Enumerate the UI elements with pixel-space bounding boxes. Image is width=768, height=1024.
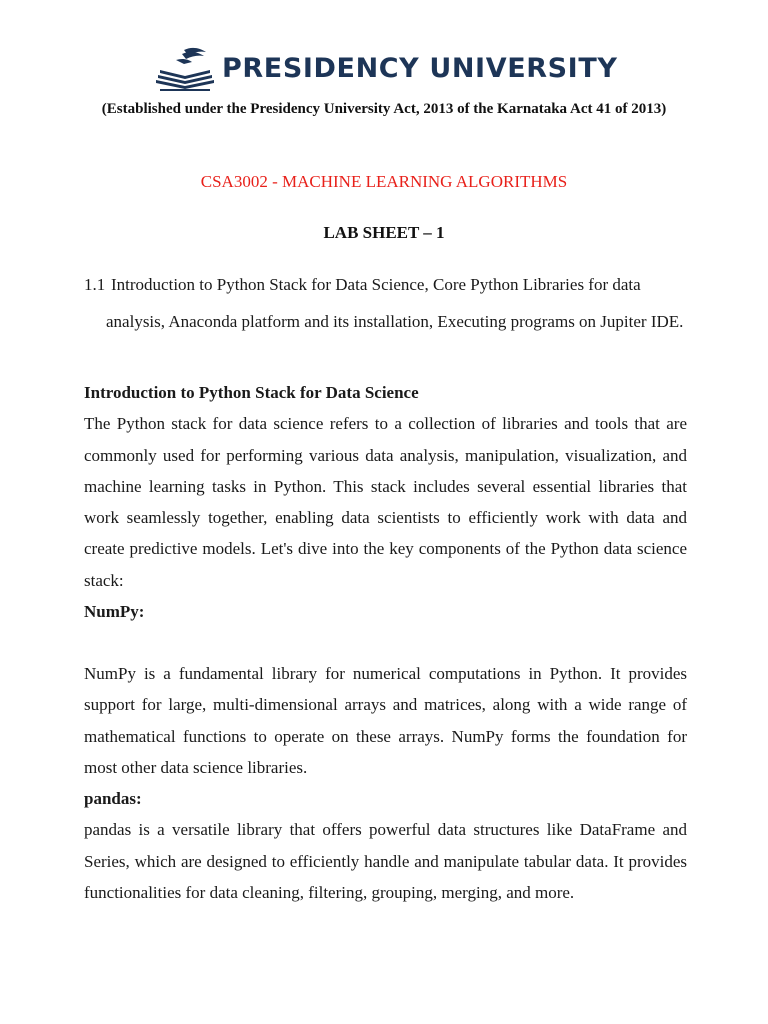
numpy-section <box>84 658 687 908</box>
lab-sheet-title: LAB SHEET – 1 <box>323 223 445 242</box>
open-book-logo-icon <box>154 46 216 92</box>
item-text: Introduction to Python Stack for Data Science, Core Python Libraries for data analysis, Anaconda platform and its installation, Executing programs on Jupiter IDE. <box>106 275 684 331</box>
section-paragraph: pandas is a versatile library that offers powerful data structures like DataFrame and Series, which are designed to efficiently handle and manipulate tabular data. It provides functionalities for data cleaning, filtering, grouping, merging, and more. <box>84 820 687 903</box>
course-title: CSA3002 - MACHINE LEARNING ALGORITHMS <box>200 172 568 191</box>
intro-section <box>84 377 687 627</box>
section-paragraph: NumPy is a fundamental library for numerical computations in Python. It provides support for large, multi-dimensional arrays and matrices, along with a wide range of mathematical functions to operate on these arrays. NumPy forms the foundation for most other data science libraries. <box>84 664 687 777</box>
list-item <box>84 266 694 340</box>
university-name: PRESIDENCY UNIVERSITY <box>222 53 618 84</box>
university-header <box>150 40 630 100</box>
section-heading: Introduction to Python Stack for Data Science <box>84 383 419 402</box>
established-note: (Established under the Presidency University Act, 2013 of the Karnataka Act 41 of 2013) <box>101 101 667 117</box>
section-heading: pandas: <box>84 789 142 809</box>
section-paragraph: The Python stack for data science refers to a collection of libraries and tools that are commonly used for performing various data analysis, manipulation, visualization, and machine learning tasks in Python. This stack includes several essential libraries that work seamlessly together, enabling data scientists to efficiently work with data and create predictive models. Let's dive into the key components of the Python data science stack: <box>84 414 687 590</box>
section-heading: NumPy: <box>84 602 145 622</box>
item-number: 1.1 <box>84 275 106 294</box>
